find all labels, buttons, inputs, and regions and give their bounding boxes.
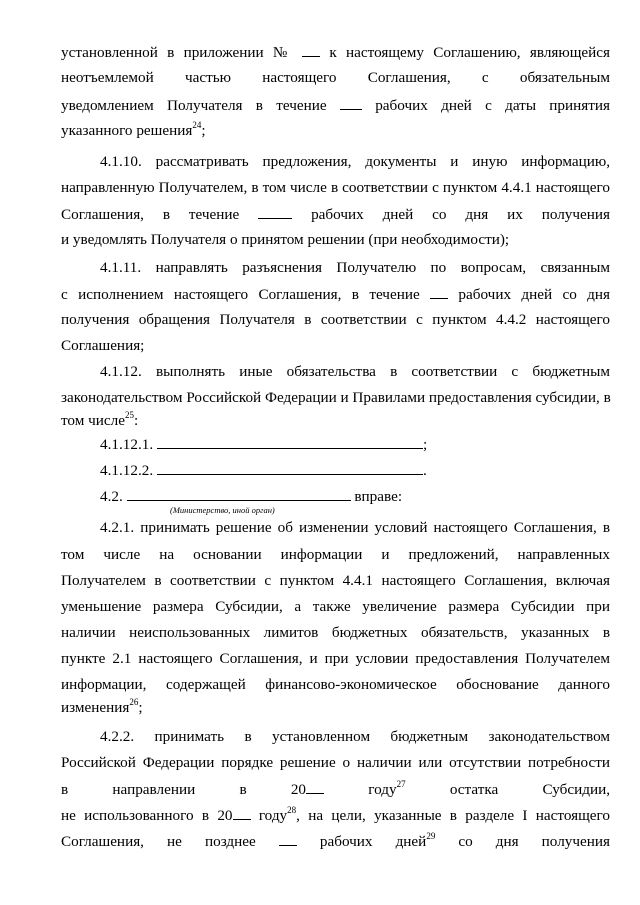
paragraph-4-2-1: 4.2.1. принимать решение об изменении условий настоящего Соглашения, в [100, 519, 610, 536]
footnote-ref: 27 [396, 779, 406, 789]
text-line: получения обращения Получателя в соответствии с пунктом 4.4.2 настоящего [61, 311, 610, 328]
text-line: уведомлением Получателя в течение рабочих дней с даты принятия [61, 97, 611, 114]
paragraph-4-2: 4.2. вправе: [100, 488, 403, 505]
text-line: направленную Получателем, в том числе в соответствии с пунктом 4.4.1 настоящего [61, 179, 610, 196]
item-4-1-12-1: 4.1.12.1. ; [100, 436, 428, 453]
footnote-ref: 24 [192, 120, 202, 130]
footnote-ref: 29 [426, 831, 436, 841]
text-line: Соглашения; [61, 337, 145, 354]
blank-field [430, 285, 448, 299]
blank-field [233, 806, 251, 820]
text-line: информации, содержащей финансово-экономическое обоснование данного [61, 676, 610, 693]
blank-field [279, 832, 297, 846]
text-line: том числе$^{25}$: [61, 410, 139, 429]
text-line: установленной в приложении № к настоящему Соглашению, являющейся [61, 44, 611, 61]
paragraph-4-1-11: 4.1.11. направлять разъяснения Получателю по вопросам, связанным [100, 259, 610, 276]
text-line: указанного решения$^{24}$; [61, 120, 206, 139]
text-line: с исполнением настоящего Соглашения, в течение рабочих дней со дня [61, 286, 611, 303]
footnote-ref: 26 [129, 697, 139, 707]
text-line: Соглашения, в течение рабочих дней со дня их получения [61, 206, 611, 223]
text-line: и уведомлять Получателя о принятом решении (при необходимости); [61, 231, 510, 248]
blank-field [340, 96, 362, 110]
text-line: изменения$^{26}$; [61, 697, 143, 716]
blank-field [127, 488, 351, 501]
text-line: законодательством Российской Федерации и Правилами предоставления субсидии, в [61, 389, 611, 406]
blank-field [258, 205, 292, 219]
text-line: Получателем в соответствии с пунктом 4.4.1 настоящего Соглашения, включая [61, 572, 610, 589]
blank-field [157, 462, 423, 475]
text-line: наличии неиспользованных лимитов бюджетных обязательств, указанных в [61, 624, 610, 641]
paragraph-4-2-2: 4.2.2. принимать в установленном бюджетным законодательством [100, 728, 610, 745]
text-line: пункте 2.1 настоящего Соглашения, и при условии предоставления Получателем [61, 650, 610, 667]
blank-field [157, 436, 423, 449]
footnote-ref: 25 [124, 410, 134, 420]
blank-field [306, 780, 324, 794]
text-line: том числе на основании информации и предложений, направленных [61, 546, 610, 563]
footnote-ref: 28 [287, 805, 297, 815]
item-4-1-12-2: 4.1.12.2. . [100, 462, 427, 479]
text-line: в направлении в 20 году$^{27}$ остатка Субсидии, [61, 779, 610, 798]
paragraph-4-1-10: 4.1.10. рассматривать предложения, документы и иную информацию, [100, 153, 610, 170]
field-caption: (Министерство, иной орган) [170, 505, 275, 515]
text-line: Соглашения, не позднее рабочих дней$^{29}$ со дня получения [61, 831, 610, 850]
blank-field [302, 43, 320, 57]
text-line: Российской Федерации порядке решение о наличии или отсутствии потребности [61, 754, 610, 771]
text-line: не использованного в 20 году$^{28}$, на цели, указанные в разделе I настоящего [61, 805, 610, 824]
paragraph-4-1-12: 4.1.12. выполнять иные обязательства в соответствии с бюджетным [100, 363, 610, 380]
text-line: неотъемлемой частью настоящего Соглашения, с обязательным [61, 69, 610, 86]
text-line: уменьшение размера Субсидии, а также увеличение размера Субсидии при [61, 598, 610, 615]
